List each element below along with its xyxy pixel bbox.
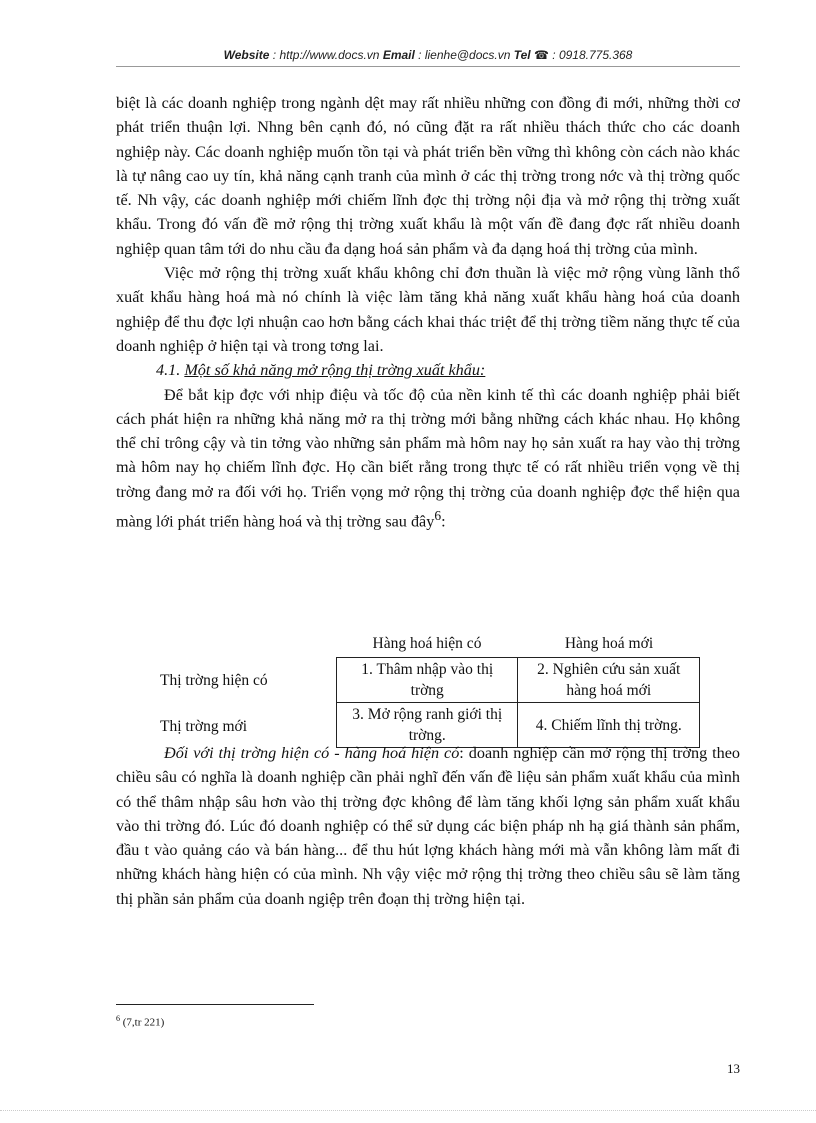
- column-header-existing-goods: Hàng hoá hiện có: [372, 635, 482, 652]
- page-header: [116, 48, 740, 62]
- cell-market-penetration: 1. Thâm nhập vào thị trờng: [337, 658, 518, 703]
- footnote-ref: 6: [434, 508, 442, 524]
- section-number: 4.1.: [156, 361, 185, 380]
- paragraph-4: [116, 741, 740, 911]
- paragraph-2: Việc mở rộng thị trờng xuất khẩu không chỉ đơn thuần là việc mở rộng vùng lãnh thổ xuất khẩu hàng hoá mà nó chính là việc làm tăng khả năng xuất khẩu hàng hoá của doanh nghiệp để thu đợc lợi nhuận cao hơn bằng cách khai thác triệt để thị trờng tiềm năng thực tế của doanh nghiệp ở hiện tại và trong tơng lai.: [116, 264, 740, 355]
- paragraph-3-text: Để bắt kịp đợc với nhịp điệu và tốc độ của nền kinh tế thì các doanh nghiệp phải biết cách phát hiện ra những khả năng mở ra thị trờng mới bằng những cách khác nhau. Họ không thể chỉ trông cậy và tin tởng vào những sản phẩm mà hôm nay họ sản xuất ra hay vào thị trờng mà hôm nay họ chiếm lĩnh đợc. Họ cần biết rằng trong thực tế có rất nhiều triển vọng về thị trờng đang mở ra đối với họ. Triển vọng mở rộng thị trờng của doanh nghiệp đợc thể hiện qua màng lới phát triển hàng hoá và thị trờng sau đây: [116, 385, 740, 531]
- paragraph-3: [116, 383, 740, 534]
- row-label-new-market: Thị trờng mới: [160, 718, 247, 735]
- body-text-continued: [116, 741, 740, 911]
- page-number: 13: [727, 1061, 740, 1076]
- row-label-existing-market: Thị trờng hiện có: [160, 672, 268, 689]
- website-value: : http://www.docs.vn: [269, 48, 383, 62]
- footnote-divider: [116, 1004, 314, 1005]
- footnote-text: (7,tr 221): [120, 1016, 165, 1029]
- cell-product-development: 2. Nghiên cứu sản xuất hàng hoá mới: [518, 658, 700, 703]
- bottom-border: [0, 1110, 816, 1111]
- column-header-new-goods: Hàng hoá mới: [564, 635, 654, 652]
- cell-market-capture: 4. Chiếm lĩnh thị trờng.: [518, 703, 700, 748]
- header-divider: [116, 66, 740, 67]
- tel-label: Tel: [513, 48, 531, 62]
- footnote: [116, 1014, 164, 1029]
- paragraph-4-lead: Đối với thị trờng hiện có - hàng hoá hiện có: [164, 744, 460, 762]
- cell-market-expansion: 3. Mở rộng ranh giới thị trờng.: [337, 703, 518, 748]
- body-text: [116, 91, 740, 534]
- matrix-table: [336, 657, 700, 748]
- tel-value: ☎ : 0918.775.368: [530, 48, 633, 62]
- email-value: : lienhe@docs.vn: [414, 48, 514, 62]
- footnote-mark: 6: [116, 1014, 120, 1023]
- section-title: Một số khả năng mở rộng thị trờng xuất khẩu:: [184, 361, 486, 380]
- website-label: Website: [223, 48, 270, 62]
- table-row: [337, 658, 700, 703]
- email-label: Email: [382, 48, 415, 62]
- paragraph-1: biệt là các doanh nghiệp trong ngành dệt may rất nhiều những con đồng đi mới, những thời cơ phát triển thuận lợi. Nhng bên cạnh đó, nó cũng đặt ra rất nhiều thách thức cho các doanh nghiệp này. Các doanh nghiệp muốn tồn tại và phát triển bền vững thì không còn cách nào khác là tự nâng cao uy tín, khả năng cạnh tranh của mình ở các thị trờng trong nớc và thị trờng quốc tế. Nh vậy, các doanh nghiệp mới chiếm lĩnh đợc thị trờng nội địa và mở rộng thị trờng xuất khẩu. Trong đó vấn đề mở rộng thị trờng xuất khẩu là một vấn đề đang đợc rất nhiều doanh nghiệp quan tâm tới do nhu cầu đa dạng hoá sản phẩm và đa dạng hoá thị trờng của mình.: [116, 94, 740, 258]
- paragraph-3-end: :: [441, 512, 446, 531]
- paragraph-4-text: : doanh nghiệp cần mở rộng thị trờng theo chiều sâu có nghĩa là doanh nghiệp cần phải nghĩ đến vấn đề liệu sản phẩm xuất khẩu của mình có thể thâm nhập sâu hơn vào thị trờng đợc không để làm tăng khối lợng sản phẩm xuất khẩu vào thi trờng đó. Lúc đó doanh nghiệp có thể sử dụng các biện pháp nh hạ giá thành sản phẩm, đầu t vào quảng cáo và bán hàng... để thu hút lợng khách hàng mới mà vẫn không làm mất đi những khách hàng hiện có của mình. Nh vậy việc mở rộng thị trờng theo chiều sâu sẽ làm tăng thị phần sản phẩm của doanh ngiệp trên đoạn thị trờng hiện tại.: [116, 744, 740, 908]
- section-heading: [116, 358, 740, 382]
